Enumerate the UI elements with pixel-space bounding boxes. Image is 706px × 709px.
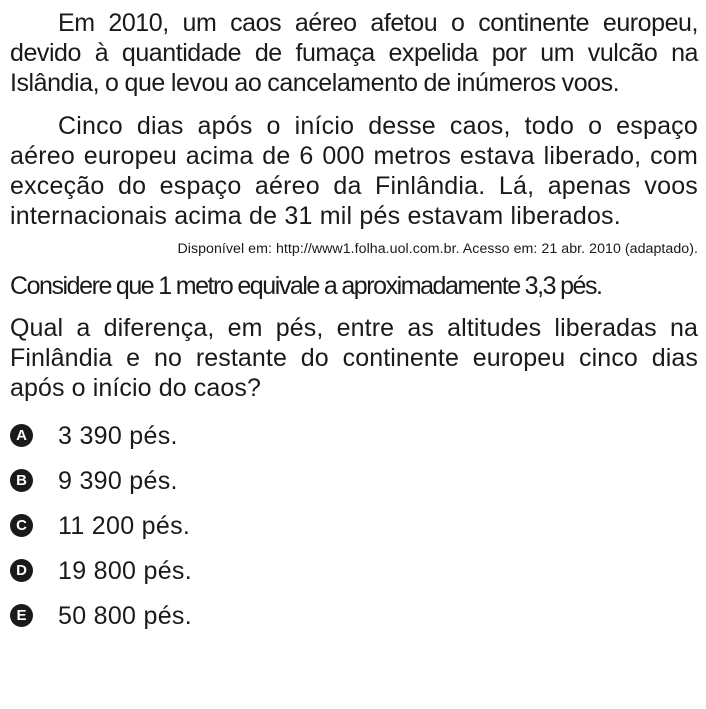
source-citation: Disponível em: http://www1.folha.uol.com.br. Acesso em: 21 abr. 2010 (adaptado). (177, 241, 698, 257)
option-c[interactable] (10, 503, 698, 548)
conversion-note: Considere que 1 metro equivale a aproximadamente 3,3 pés. (10, 272, 602, 300)
option-text: 50 800 pés. (58, 601, 192, 630)
answer-options (10, 413, 698, 638)
option-letter-badge: D (10, 559, 33, 582)
option-e[interactable] (10, 593, 698, 638)
option-text: 11 200 pés. (58, 511, 191, 540)
question-page (10, 8, 698, 638)
option-letter-badge: C (10, 514, 33, 537)
option-text: 19 800 pés. (58, 556, 192, 585)
option-text: 9 390 pés. (58, 466, 178, 495)
option-d[interactable] (10, 548, 698, 593)
context-paragraph-1: Em 2010, um caos aéreo afetou o continente europeu, devido à quantidade de fumaça expelida por um vulcão na Islândia, o que levou ao cancelamento de inúmeros voos. (10, 9, 698, 97)
option-letter-badge: E (10, 604, 33, 627)
option-letter-badge: A (10, 424, 33, 447)
option-letter-badge: B (10, 469, 33, 492)
option-text: 3 390 pés. (58, 421, 178, 450)
option-b[interactable] (10, 458, 698, 503)
option-a[interactable] (10, 413, 698, 458)
context-paragraph-2: Cinco dias após o início desse caos, todo o espaço aéreo europeu acima de 6 000 metros estava liberado, com exceção do espaço aéreo da Finlândia. Lá, apenas voos internacionais acima de 31 mil pés estavam liberados. (10, 112, 698, 230)
question-text: Qual a diferença, em pés, entre as altitudes liberadas na Finlândia e no restante do continente europeu cinco dias após o início do caos? (10, 314, 698, 402)
